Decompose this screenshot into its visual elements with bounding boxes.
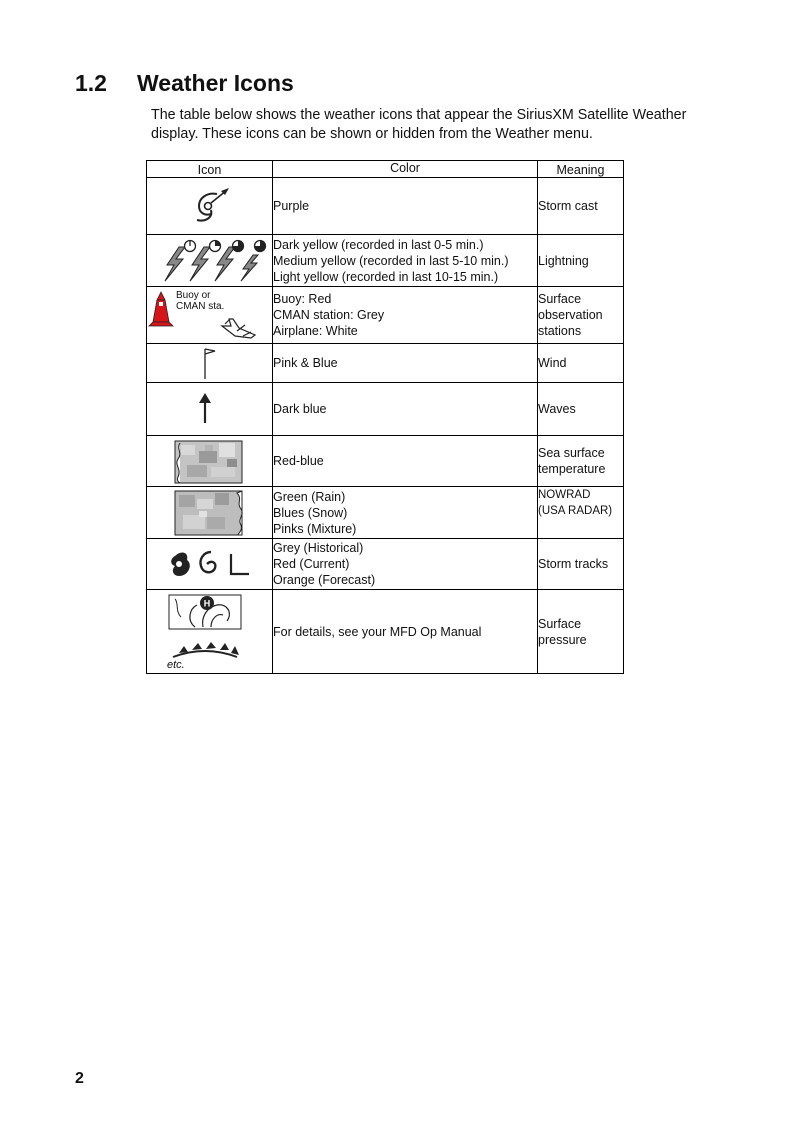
color-text: Light yellow (recorded in last 10-15 min.) <box>273 269 499 284</box>
icon-cell <box>147 487 273 539</box>
meaning-text: Waves <box>538 402 576 416</box>
color-text: Blues (Snow) <box>273 505 348 520</box>
lightning-icon <box>147 237 273 285</box>
sea-surface-map-icon <box>147 437 273 485</box>
meaning-cell <box>538 383 624 436</box>
icon-cell <box>147 344 273 383</box>
intro-line-2: display. These icons can be shown or hidden from the Weather menu. <box>151 126 593 142</box>
section-number: 1.2 <box>75 70 107 96</box>
icon-cell <box>147 178 273 235</box>
color-text: Purple <box>273 199 310 213</box>
meaning-text: observation <box>538 308 603 322</box>
meaning-text: Storm tracks <box>538 557 609 571</box>
page-number: 2 <box>75 1070 84 1087</box>
icon-cell <box>147 287 273 344</box>
color-cell <box>273 287 538 344</box>
meaning-text: Sea surface <box>538 446 605 460</box>
surface-pressure-icon <box>147 591 273 673</box>
table-row <box>147 287 624 344</box>
color-text: Dark yellow (recorded in last 0-5 min.) <box>273 237 484 252</box>
color-text: For details, see your MFD Op Manual <box>273 624 482 639</box>
meaning-cell <box>538 178 624 235</box>
buoy-label-line: Buoy or <box>176 289 211 301</box>
color-cell <box>273 436 538 487</box>
weather-icons-table <box>146 160 624 674</box>
wind-flag-icon <box>147 345 273 381</box>
table-row <box>147 539 624 590</box>
color-text: CMAN station: Grey <box>273 308 385 322</box>
meaning-text: Storm cast <box>538 199 598 213</box>
svg-text:H: H <box>203 598 211 608</box>
table-row <box>147 487 624 539</box>
color-text: Airplane: White <box>273 324 358 338</box>
storm-cast-icon <box>147 186 273 226</box>
storm-tracks-icon <box>147 544 273 584</box>
color-text: Pinks (Mixture) <box>273 521 357 536</box>
meaning-cell <box>538 436 624 487</box>
meaning-text: pressure <box>538 632 587 647</box>
header-meaning: Meaning <box>538 161 624 178</box>
color-cell <box>273 539 538 590</box>
meaning-cell <box>538 539 624 590</box>
color-text: Buoy: Red <box>273 292 332 306</box>
color-cell <box>273 235 538 287</box>
wave-arrow-icon <box>147 389 273 429</box>
meaning-cell <box>538 287 624 344</box>
table-row <box>147 344 624 383</box>
buoy-label <box>176 290 224 312</box>
meaning-cell <box>538 344 624 383</box>
color-text: Orange (Forecast) <box>273 573 376 587</box>
color-cell <box>273 344 538 383</box>
etc-label: etc. <box>167 658 185 671</box>
color-text: Pink & Blue <box>273 356 338 370</box>
meaning-cell <box>538 590 624 674</box>
radar-map-icon <box>147 489 273 537</box>
meaning-text: (USA RADAR) <box>538 505 613 517</box>
buoy-label-line: CMAN sta. <box>176 300 225 312</box>
meaning-text: stations <box>538 324 582 338</box>
meaning-text: Lightning <box>538 253 589 268</box>
section-title: Weather Icons <box>137 70 294 96</box>
icon-cell <box>147 235 273 287</box>
table-row <box>147 383 624 436</box>
color-text: Dark blue <box>273 402 327 416</box>
meaning-text: Wind <box>538 356 567 370</box>
intro-line-1: The table below shows the weather icons that appear the SiriusXM Satellite Weather <box>151 107 687 123</box>
table-header-row <box>147 161 624 178</box>
intro-paragraph <box>151 106 731 144</box>
meaning-text: Surface <box>538 292 582 306</box>
icon-cell <box>147 383 273 436</box>
color-text: Red (Current) <box>273 557 350 571</box>
table-row <box>147 590 624 674</box>
meaning-cell <box>538 235 624 287</box>
color-cell <box>273 487 538 539</box>
table-row <box>147 178 624 235</box>
color-text: Green (Rain) <box>273 489 346 504</box>
color-text: Grey (Historical) <box>273 541 364 555</box>
color-cell <box>273 178 538 235</box>
icon-cell <box>147 539 273 590</box>
icon-cell <box>147 436 273 487</box>
color-cell <box>273 590 538 674</box>
icon-cell <box>147 590 273 674</box>
table-row <box>147 235 624 287</box>
table-row <box>147 436 624 487</box>
meaning-cell <box>538 487 624 539</box>
meaning-text: NOWRAD <box>538 489 591 501</box>
color-text: Medium yellow (recorded in last 5-10 min.) <box>273 253 509 268</box>
color-cell <box>273 383 538 436</box>
meaning-text: Surface <box>538 616 582 631</box>
header-color: Color <box>273 161 538 178</box>
header-icon: Icon <box>147 161 273 178</box>
meaning-text: temperature <box>538 462 606 476</box>
color-text: Red-blue <box>273 454 324 468</box>
